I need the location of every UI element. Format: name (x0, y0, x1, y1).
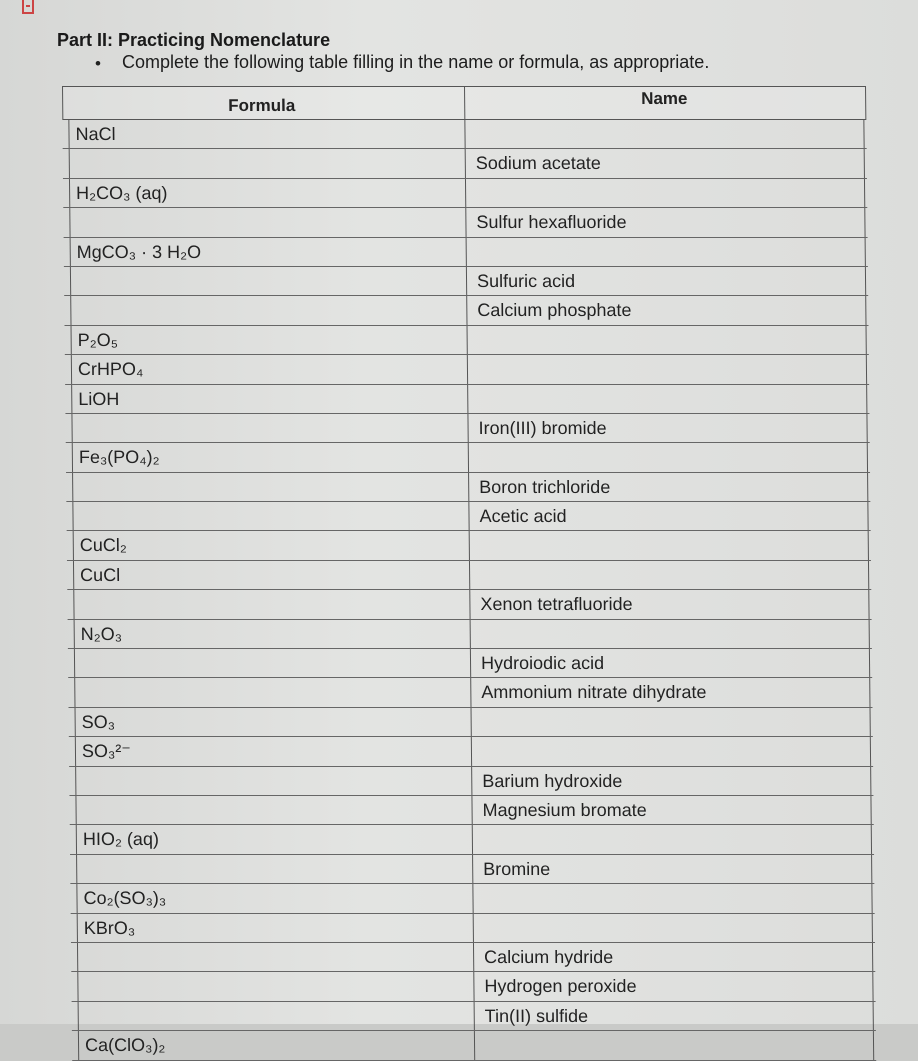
name-cell[interactable]: Calcium phosphate (466, 296, 866, 324)
name-cell[interactable]: Xenon tetrafluoride (469, 590, 869, 618)
formula-cell[interactable]: CuCl (73, 561, 467, 589)
formula-cell[interactable] (77, 972, 471, 1000)
formula-cell[interactable] (69, 149, 463, 177)
name-cell[interactable] (468, 443, 868, 471)
formula-cell[interactable] (74, 649, 468, 677)
table-row (63, 208, 867, 237)
bullet-icon: • (95, 54, 101, 73)
formula-cell[interactable]: Ca(ClO₃)₂ (78, 1031, 472, 1059)
name-cell[interactable]: Hydrogen peroxide (473, 972, 873, 1000)
formula-cell[interactable]: Co₂(SO₃)₃ (76, 884, 470, 912)
formula-cell[interactable]: Fe₃(PO₄)₂ (72, 443, 466, 471)
formula-cell[interactable] (70, 267, 464, 295)
name-cell[interactable]: Ammonium nitrate dihydrate (470, 678, 870, 706)
table-row (66, 473, 870, 502)
name-cell[interactable]: Boron trichloride (468, 473, 868, 501)
table-row (64, 238, 868, 267)
table-row (63, 149, 867, 178)
name-cell[interactable] (464, 120, 864, 148)
table-row (69, 796, 873, 825)
name-cell[interactable]: Bromine (472, 855, 872, 883)
table-row (71, 972, 875, 1001)
formula-cell[interactable]: KBrO₃ (77, 914, 471, 942)
name-cell[interactable] (467, 326, 867, 354)
table-row (67, 531, 871, 560)
name-cell[interactable]: Sulfuric acid (466, 267, 866, 295)
table-row (65, 414, 869, 443)
formula-cell[interactable]: N₂O₃ (74, 620, 468, 648)
name-cell[interactable]: Sulfur hexafluoride (465, 208, 865, 236)
formula-cell[interactable]: MgCO₃ · 3 H₂O (70, 238, 464, 266)
table-row (69, 737, 873, 766)
table-row (64, 296, 868, 325)
table-row (65, 385, 869, 414)
name-cell[interactable] (472, 884, 872, 912)
formula-cell[interactable] (71, 414, 465, 442)
name-cell[interactable]: Barium hydroxide (471, 767, 871, 795)
formula-cell[interactable]: HIO₂ (aq) (76, 825, 470, 853)
formula-cell[interactable] (72, 473, 466, 501)
table-row (66, 443, 870, 472)
name-cell[interactable] (471, 737, 871, 765)
formula-cell[interactable] (74, 678, 468, 706)
name-cell[interactable] (469, 561, 869, 589)
column-divider (464, 87, 465, 119)
formula-cell[interactable]: P₂O₅ (71, 326, 465, 354)
table-row (68, 649, 872, 678)
formula-cell[interactable] (72, 502, 466, 530)
table-row (67, 561, 871, 590)
name-cell[interactable] (474, 1031, 874, 1059)
table-row (70, 825, 874, 854)
formula-cell[interactable] (77, 943, 471, 971)
table-row (66, 502, 870, 531)
table-row (69, 708, 873, 737)
table-row (69, 767, 873, 796)
part-title: Part II: Practicing Nomenclature (57, 30, 331, 50)
name-cell[interactable]: Hydroiodic acid (470, 649, 870, 677)
formula-cell[interactable] (73, 590, 467, 618)
table-row (67, 590, 871, 619)
name-cell[interactable] (469, 531, 869, 559)
name-cell[interactable] (471, 708, 871, 736)
name-cell[interactable] (470, 620, 870, 648)
formula-cell[interactable] (69, 208, 463, 236)
corner-mark-icon (22, 0, 34, 14)
table-row (71, 914, 875, 943)
name-cell[interactable] (466, 238, 866, 266)
table-row (72, 1002, 876, 1031)
formula-cell[interactable]: SO₃ (75, 708, 469, 736)
name-cell[interactable] (472, 825, 872, 853)
formula-cell[interactable] (75, 796, 469, 824)
formula-cell[interactable]: CuCl₂ (73, 531, 467, 559)
table-body (62, 120, 876, 1061)
name-cell[interactable]: Magnesium bromate (471, 796, 871, 824)
formula-cell[interactable] (75, 767, 469, 795)
name-cell[interactable] (465, 179, 865, 207)
table-row (70, 884, 874, 913)
name-cell[interactable] (467, 385, 867, 413)
name-cell[interactable] (467, 355, 867, 383)
name-cell[interactable] (473, 914, 873, 942)
table-row (71, 943, 875, 972)
formula-cell[interactable] (78, 1002, 472, 1030)
table-row (72, 1031, 876, 1060)
formula-cell[interactable]: H₂CO₃ (aq) (69, 179, 463, 207)
name-cell[interactable]: Iron(III) bromide (467, 414, 867, 442)
name-cell[interactable]: Acetic acid (468, 502, 868, 530)
nomenclature-table (62, 86, 876, 1056)
formula-cell[interactable] (76, 855, 470, 883)
table-row (65, 326, 869, 355)
table-row (68, 678, 872, 707)
table-row (63, 179, 867, 208)
table-row (65, 355, 869, 384)
instruction-text: Complete the following table filling in the name or formula, as appropriate. (122, 52, 710, 72)
name-cell[interactable]: Tin(II) sulfide (474, 1002, 874, 1030)
header-name: Name (641, 89, 688, 108)
name-cell[interactable]: Calcium hydride (473, 943, 873, 971)
formula-cell[interactable]: LiOH (71, 385, 465, 413)
formula-cell[interactable] (70, 296, 464, 324)
formula-cell[interactable]: NaCl (68, 120, 462, 148)
table-row (62, 120, 866, 149)
table-row (68, 620, 872, 649)
table-header (62, 86, 866, 120)
table-row (70, 855, 874, 884)
header-formula: Formula (228, 96, 296, 115)
table-row (64, 267, 868, 296)
name-cell[interactable]: Sodium acetate (465, 149, 865, 177)
formula-cell[interactable]: SO₃²⁻ (75, 737, 469, 765)
formula-cell[interactable]: CrHPO₄ (71, 355, 465, 383)
